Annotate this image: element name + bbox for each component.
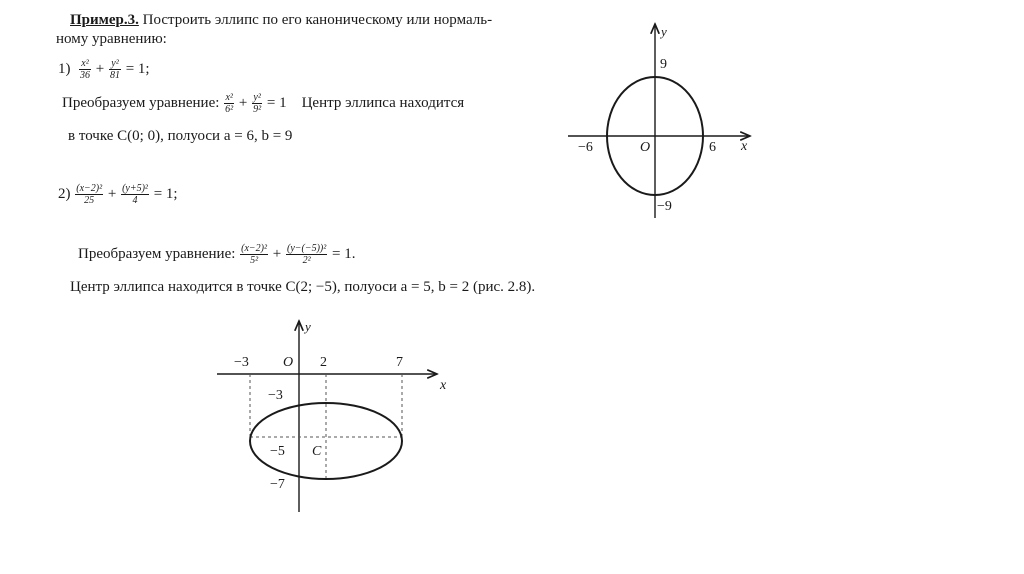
example1-frac-x: $\frac{\text{x²}}{36}$ xyxy=(80,58,90,81)
graph1-origin-label: O xyxy=(640,140,651,155)
graph2-y-label: y xyxy=(305,319,311,334)
graph2-origin-label: O xyxy=(283,355,294,370)
graph1-y-neg-label: −9 xyxy=(657,199,672,214)
graph2-y-label-neg5: −5 xyxy=(270,444,285,459)
example1-transform-prefix: Преобразуем уравнение: xyxy=(62,94,220,111)
example1-number: 1) xyxy=(58,60,71,77)
heading-text-line1: Построить эллипс по его каноническому или нормаль- xyxy=(138,12,493,28)
example1-eq-tail: = 1; xyxy=(125,60,150,77)
example1-result: в точке C(0; 0), полуоси a = 6, b = 9 xyxy=(68,128,293,144)
graph2-center-label: C xyxy=(312,444,322,459)
graph2-y-label-neg3: −3 xyxy=(268,388,283,403)
graph1-x-neg-label: −6 xyxy=(578,140,593,155)
heading-text-line2: ному уравнению: xyxy=(56,31,167,47)
example2-tfrac-y: $\frac{\text{(y−(−5))²}}{\text{2²}}$ xyxy=(286,243,327,266)
example2-result: Центр эллипса находится в точке C(2; −5), полуоси a = 5, b = 2 (рис. 2.8). xyxy=(70,279,536,295)
example1-tfrac-x: $\frac{\text{x²}}{\text{6²}}$ xyxy=(225,92,234,115)
example2-transform-prefix: Преобразуем уравнение: xyxy=(78,245,236,262)
example2-frac-x: $\frac{\text{(x−2)²}}{25}$ xyxy=(76,183,103,206)
graph2-x-label-neg3: −3 xyxy=(234,355,249,370)
example2-tplus: + xyxy=(272,245,282,262)
example2-eq-tail: = 1; xyxy=(153,185,178,202)
example1-plus: + xyxy=(95,60,105,77)
graph2-y-label-neg7: −7 xyxy=(270,477,285,492)
example-label: Пример.3. xyxy=(70,12,139,28)
example1-teq-tail: = 1 xyxy=(266,94,287,111)
graph1-y-label: y xyxy=(661,24,667,39)
graph1-x-pos-label: 6 xyxy=(709,140,716,155)
example2-tfrac-x: $\frac{\text{(x−2)²}}{\text{5²}}$ xyxy=(241,243,268,266)
graph1-y-pos-label: 9 xyxy=(660,57,667,72)
example2-plus: + xyxy=(107,185,117,202)
example2-frac-y: $\frac{\text{(y+5)²}}{4}$ xyxy=(122,183,148,206)
example1-tplus: + xyxy=(238,94,248,111)
example1-tfrac-y: $\frac{\text{y²}}{\text{9²}}$ xyxy=(253,92,262,115)
graph1-x-label: x xyxy=(741,139,748,154)
example1-frac-y: $\frac{\text{y²}}{81}$ xyxy=(109,58,120,81)
graph2-x-label-2: 2 xyxy=(320,355,327,370)
graph2-x-label-7: 7 xyxy=(396,355,403,370)
example2-teq-tail: = 1. xyxy=(332,245,356,262)
example2-number: 2) xyxy=(58,185,71,202)
graph2-x-label: x xyxy=(440,378,447,393)
example1-center-text: Центр эллипса находится xyxy=(301,94,465,111)
